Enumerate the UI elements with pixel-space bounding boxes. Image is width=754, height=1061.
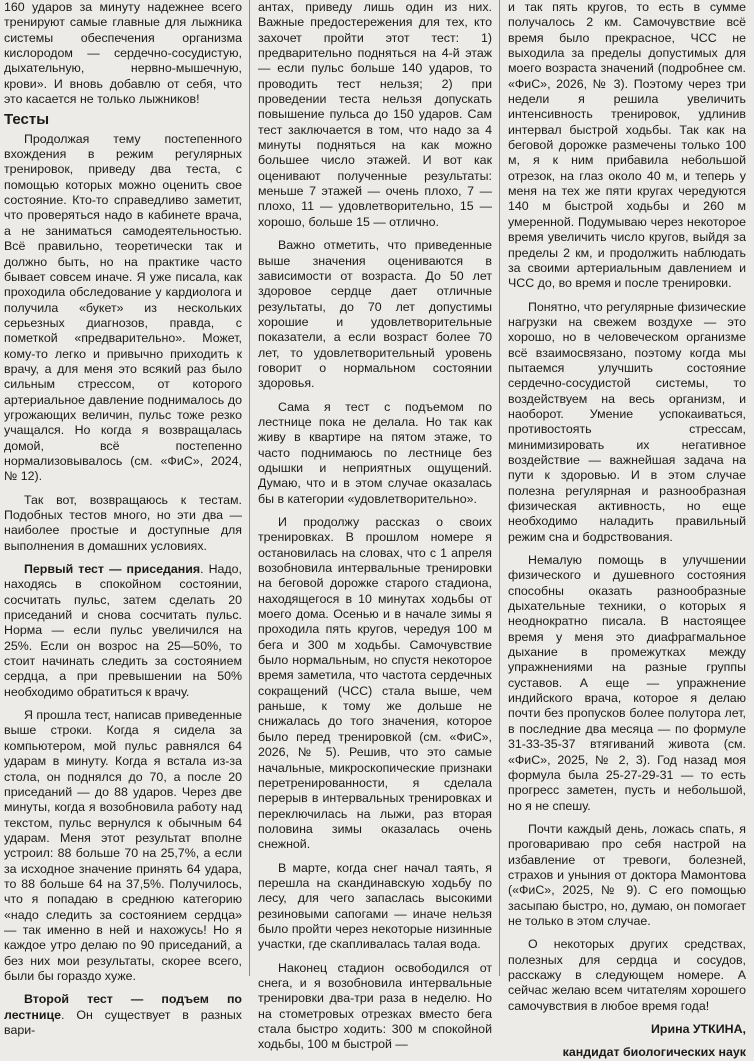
paragraph: и так пять кругов, то есть в сумме получалось 2 км. Самочувствие всё время было прекрасное, ЧСС не выходила за пределы допустимых для моего возраста значений (подробнее см. «ФиС», 2026, № 3). Поэтому через три недели я решила увеличить интенсивность тренировок, удлинив интервал быстрой ходьбы. Так как на беговой дорожке размечены только 100 м, я к ним прибавила небольшой отрезок, на глаз около 40 м, и теперь у меня на тех же пяти кругах чередуются 140 м быстрой ходьбы и 260 м умеренной. Подумываю через некоторое время увеличить число кругов, выйдя за пределы 2 км, и продолжить наблюдать за своими артериальным давлением и ЧСС до, во время и после тренировки. [508, 0, 746, 291]
paragraph: Сама я тест с подъемом по лестнице пока не делала. Но так как живу в квартире на пятом этаже, то часто поднимаюсь по лестнице без одышки и неприятных ощущений. Думаю, что и в этом случае оказалась бы в категории «удовлетворительно». [258, 399, 492, 506]
column-3 [508, 0, 746, 1061]
paragraph: Так вот, возвращаюсь к тестам. Подобных тестов много, но эти два — наиболее простые и доступные для выполнения в домашних условиях. [4, 492, 242, 553]
first-test-text: . Надо, находясь в спокойном состоянии, сосчитать пульс, затем сделать 20 приседаний и снова сосчитать пульс. Норма — если пульс увеличился на 25%. Если он возрос на 25—50%, то стоит начинать следить за состоянием сердца, а при превышении на 50% необходимо обратиться к врачу. [4, 562, 242, 699]
paragraph-first-test [4, 562, 242, 700]
column-1 [4, 0, 242, 1038]
paragraph: И продолжу рассказ о своих тренировках. В прошлом номере я остановилась на словах, что с 1 апреля возобновила интервальные тренировки на беговой дорожке старого стадиона, находящегося в 10 минутах ходьбы от моего дома. Осенью и в начале зимы я проходила пять кругов, чередуя 100 м бега и 300 м ходьбы. Самочувствие было нормальным, но спустя некоторое время заметила, что частота сердечных сокращений (ЧСС) стала выше, чем раньше, к тому же дольше не снижалась до того значения, которое было перед тренировкой (см. «ФиС», 2026, № 5). Решив, что это самые начальные, микроскопические признаки перетренированности, я сделала перерыв в интервальных тренировках и переключилась на лыжи, раз вторая половина зимы оказалась очень снежной. [258, 515, 492, 852]
author-title: кандидат биологических наук [562, 1045, 746, 1060]
paragraph: О некоторых других средствах, полезных для сердца и сосудов, расскажу в следующем номере. А сейчас желаю всем читателям хорошего самочувствия в любое время года! [508, 937, 746, 1013]
paragraph: Продолжая тему постепенного вхождения в режим регулярных тренировок, приведу два теста, с помощью которых можно оценить свое состояние. Кто-то справедливо заметит, что проверяться надо в кабинете врача, а не заниматься самодеятельностью. Всё правильно, теоретически так и должно быть, но на практике часто бывает совсем иначе. Я уже писала, как проходила обследование у кардиолога и получила «букет» из нескольких серьезных диагнозов, правда, с пометкой «предварительно». Может, кому-то легко и привычно приходить к врачу, а для меня это всякий раз было сильным стрессом, от которого артериальное давление поднималось до угрожающих величин, пульс тоже резко учащался. Но когда я возвращалась домой, всё постепенно нормализовывалось (см. «ФиС», 2024, № 12). [4, 131, 242, 484]
column-divider [249, 0, 250, 976]
paragraph: Важно отметить, что приведенные выше значения оцениваются в зависимости от возраста. До 50 лет здоровое сердце дает отличные результаты, до 70 лет допустимы хорошие и удовлетворительные показатели, а если возраст более 70 лет, то удовлетворительный уровень говорит о нормальном состоянии здоровья. [258, 238, 492, 391]
author-name: Ирина УТКИНА, [651, 1022, 746, 1036]
section-heading-tests: Тесты [4, 111, 50, 129]
column-divider [499, 0, 500, 976]
paragraph: Я прошла тест, написав приведенные выше строки. Когда я сидела за компьютером, мой пульс равнялся 64 ударам в минуту. Когда я встала из-за стола, он поднялся до 70, а после 20 приседаний — до 88 ударов. Через две минуты, когда я возобновила работу над текстом, пульс вернулся к обычным 64 ударам. Меня этот результат вполне устроил: 88 больше 70 на 25,7%, а если за исходное значение принять 64 удара, то 88 больше 64 на 37,5%. Получилось, что я попадаю в среднюю категорию «надо следить за состоянием сердца» — так именно в ней и нахожусь! Но я каждое утро делаю по 90 приседаний, а без них мои результаты, скорее всего, были бы гораздо хуже. [4, 708, 242, 983]
paragraph: Немалую помощь в улучшении физического и душевного состояния способны оказать разнообразные дыхательные техники, о которых я неоднократно писала. В настоящее время у меня это диафрагмальное дыхание в промежутках между упражнениями на разные группы суставов. А еще — упражнение индийского врача, которое я делаю почти без пропусков более полутора лет, в последние два месяца — по формуле 31-33-35-37 втягиваний живота (см. «ФиС», 2025, № 2, 3). Год назад моя формула была 25-27-29-31 — то есть прогресс заметен, пусть и небольшой, но я не спешу. [508, 553, 746, 813]
paragraph-second-test [4, 992, 242, 1038]
intro-paragraph: 160 ударов за минуту надежнее всего тренируют самые главные для лыжника системы обеспечения организма кислородом — сердечно-сосудистую, дыхательную, нервно-мышечную, крови». И вновь добавлю от себя, что это касается не только лыжников! [4, 0, 242, 107]
second-test-lead: Второй тест — подъем по лестнице [4, 992, 242, 1022]
paragraph: антах, приведу лишь один из них. Важные предостережения для тех, кто захочет пройти этот тест: 1) предварительно подняться на 4-й этаж — если пульс больше 140 ударов, то проводить тест нельзя; 2) при проведении теста нельзя допускать повышение пульса до 150 ударов. Сам тест заключается в том, что надо за 4 минуты подняться на как можно большее число этажей. И вот как оценивают полученные результаты: меньше 7 этажей — очень плохо, 7 — плохо, 11 — удовлетворительно, 15 — хорошо, больше 15 — отлично. [258, 0, 492, 229]
paragraph: Понятно, что регулярные физические нагрузки на свежем воздухе — это хорошо, но в человеческом организме всё взаимосвязано, поэтому когда мы пытаемся улучшить состояние сердечно-сосудистой системы, то воздействуем на весь организм, и наоборот. Умение успокаиваться, противостоять стрессам, минимизировать их негативное воздействие — важнейшая задача на пути к здоровью. И в этом случае полезна регулярная и разнообразная физическая активность, но еще необходимо наладить правильный режим сна и бодрствования. [508, 299, 746, 544]
paragraph: В марте, когда снег начал таять, я перешла на скандинавскую ходьбу по лесу, для чего запаслась высокими резиновыми сапогами — иначе нельзя было пройти через некоторые низинные участки, где скапливалась талая вода. [258, 860, 492, 952]
paragraph: Почти каждый день, ложась спать, я проговариваю про себя настрой на избавление от тревоги, болезней, страхов и уныния от доктора Мамонтова («ФиС», 2025, № 9). С его помощью засыпаю быстро, но, думаю, он помогает не только в этом случае. [508, 821, 746, 928]
paragraph: Наконец стадион освободился от снега, и я возобновила интервальные тренировки два-три раза в неделю. Но на стометровых отрезках вместо бега стала быстро ходить: 300 м спокойной ходьбы, 100 м быстрой — [258, 960, 492, 1052]
column-2 [258, 0, 492, 1053]
second-test-text: . Он существует в разных вари- [4, 1007, 242, 1037]
first-test-lead: Первый тест — приседания [24, 562, 201, 577]
